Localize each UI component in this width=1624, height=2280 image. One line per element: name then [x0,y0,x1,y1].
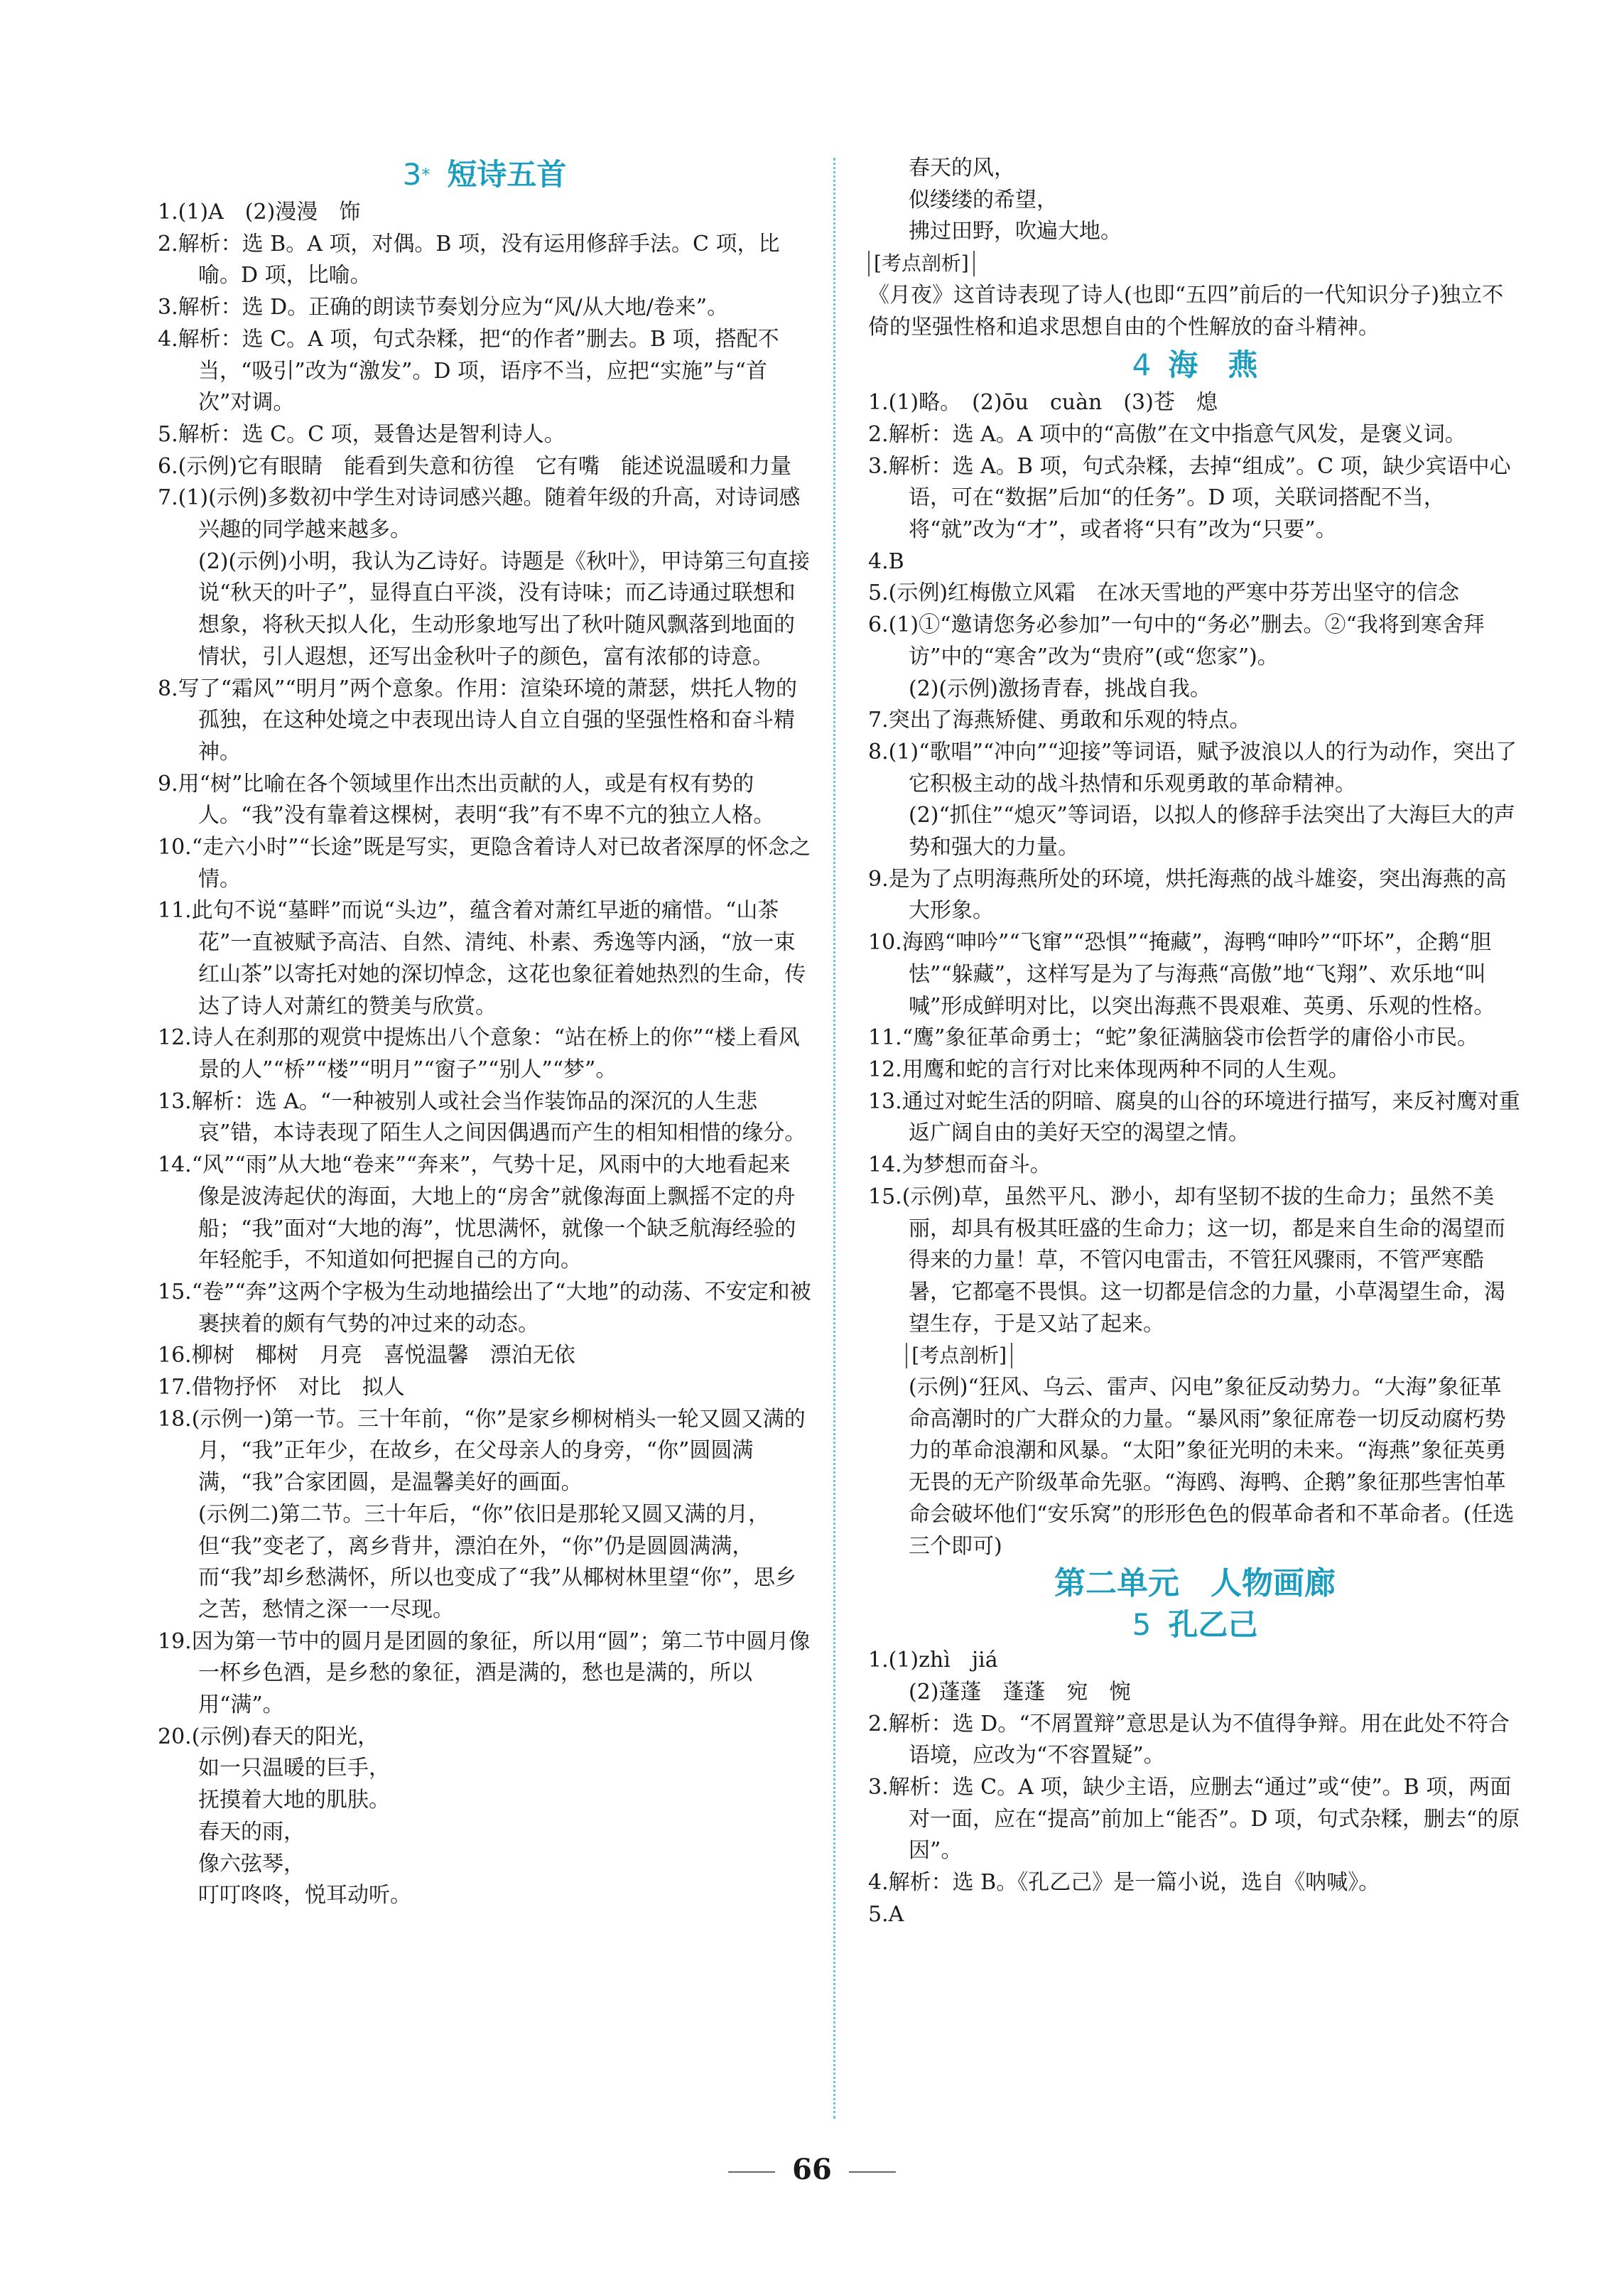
answer-continuation: 叮叮咚咚，悦耳动听。 [198,1883,411,1908]
answer-item: 7.突出了海燕矫健、勇敢和乐观的特点。 [868,708,1251,733]
answer-item: 10.“走六小时”“长途”既是写实，更隐含着诗人对已故者深厚的怀念之情。 [158,835,811,892]
answer-item: 5.A [868,1901,904,1927]
answer-item: 2.解析：选 A。A 项中的“高傲”在文中指意气风发，是褒义词。 [868,421,1466,447]
answer-item: 12.诗人在刹那的观赏中提炼出八个意象：“站在桥上的你”“楼上看风景的人”“桥”“楼”“明月”“窗子”“别人”“梦”。 [158,1025,800,1082]
footer-rule [849,2171,896,2173]
answer-item: 11.“鹰”象征革命勇士；“蛇”象征满脑袋市侩哲学的庸俗小市民。 [868,1025,1479,1051]
answer-item: 17.借物抒怀 对比 拟人 [158,1375,405,1400]
lesson-title: 短诗五首 [447,157,567,192]
answer-continuation: (2)“抓住”“熄灭”等词语，以拟人的修辞手法突出了大海巨大的声势和强大的力量。 [909,803,1515,860]
lesson-number: 3* [402,157,431,192]
answer-item: 20.(示例)春天的阳光， [158,1724,379,1749]
lesson-title: 海 燕 [1168,347,1258,383]
poem-continuation [868,153,1522,248]
answer-item: 6.(1)①“邀请您务必参加”一句中的“务必”删去。②“我将到寒舍拜访”中的“寒舍”改为“贵府”(或“您家”)。 [868,612,1485,669]
lesson-3-heading [158,153,811,197]
answer-item: 5.解析：选 C。C 项，聂鲁达是智利诗人。 [158,421,565,447]
column-divider [833,158,835,2119]
answer-list-lesson-5 [868,1645,1522,1930]
lesson-number: 5 [1132,1607,1152,1643]
answer-item: 14.“风”“雨”从大地“卷来”“奔来”，气势十足，风雨中的大地看起来像是波涛起伏的海面，大地上的“房舍”就像海面上飘摇不定的舟船；“我”面对“大地的海”，忧思满怀，就像一个缺乏航海经验的年轻舵手，不知道如何把握自己的方向。 [158,1152,796,1273]
answer-item: 7.(1)(示例)多数初中学生对诗词感兴趣。随着年级的升高，对诗词感兴趣的同学越来越多。 [158,485,801,543]
analysis-tag: [考点剖析] [906,1343,1012,1368]
answer-item: 11.此句不说“墓畔”而说“头边”，蕴含着对萧红早逝的痛惜。“山茶花”一直被赋予高洁、自然、清纯、朴素、秀逸等内涵，“放一束红山茶”以寄托对她的深切悼念，这花也象征着她热烈的生命，传达了诗人对萧红的赞美与欣赏。 [158,898,806,1019]
answer-continuation: 抚摸着大地的肌肤。 [198,1788,390,1813]
answer-item: 4.B [868,549,904,574]
answer-continuation: 如一只温暖的巨手， [198,1756,390,1781]
lesson-5-heading [868,1605,1522,1645]
answer-item: 1.(1)略。 (2)ōu cuàn (3)苍 熄 [868,390,1218,416]
analysis-text: (示例)“狂风、乌云、雷声、闪电”象征反动势力。“大海”象征革命高潮时的广大群众的力量。“暴风雨”象征席卷一切反动腐朽势力的革命浪潮和风暴。“太阳”象征光明的未来。“海燕”象征英勇无畏的无产阶级革命先驱。“海鸥、海鸭、企鹅”象征那些害怕革命会破坏他们“安乐窝”的形形色色的假革命者和不革命者。(任选三个即可) [909,1375,1515,1559]
answer-item: 9.用“树”比喻在各个领域里作出杰出贡献的人，或是有权有势的人。“我”没有靠着这棵树，表明“我”有不卑不亢的独立人格。 [158,771,775,828]
answer-item: 3.解析：选 A。B 项，句式杂糅，去掉“组成”。C 项，缺少宾语中心语，可在“数据”后加“的任务”。D 项，关联词搭配不当，将“就”改为“才”，或者将“只有”改为“只要”。 [868,453,1511,543]
answer-list-lesson-4 [868,387,1522,1340]
footer-rule [728,2171,775,2173]
answer-item: 10.海鸥“呻吟”“飞窜”“恐惧”“掩藏”，海鸭“呻吟”“吓坏”，企鹅“胆怯”“躲藏”，这样写是为了与海燕“高傲”地“飞翔”、欢乐地“叫喊”形成鲜明对比，以突出海燕不畏艰难、英勇、乐观的性格。 [868,930,1495,1019]
answer-item: 2.解析：选 D。“不屑置辩”意思是认为不值得争辩。用在此处不符合语境，应改为“不容置疑”。 [868,1711,1510,1768]
answer-item: 19.因为第一节中的圆月是团圆的象征，所以用“圆”；第二节中圆月像一杯乡色酒，是乡愁的象征，酒是满的，愁也是满的，所以用“满”。 [158,1628,811,1718]
answer-item: 12.用鹰和蛇的言行对比来体现两种不同的人生观。 [868,1057,1350,1082]
lesson-title: 孔乙己 [1168,1607,1258,1643]
analysis-text: 《月夜》这首诗表现了诗人(也即“五四”前后的一代知识分子)独立不倚的坚强性格和追求思想自由的个性解放的奋斗精神。 [868,282,1504,340]
answer-continuation: (2)(示例)小明，我认为乙诗好。诗题是《秋叶》，甲诗第三句直接说“秋天的叶子”，显得直白平淡，没有诗味；而乙诗通过联想和想象，将秋天拟人化，生动形象地写出了秋叶随风飘落到地面的情状，引人遐想，还写出金秋叶子的颜色，富有浓郁的诗意。 [198,549,810,669]
answer-item: 18.(示例一)第一节。三十年前，“你”是家乡柳树梢头一轮又圆又满的月，“我”正年少，在故乡，在父母亲人的身旁，“你”圆圆满满，“我”合家团圆，是温馨美好的画面。 [158,1406,806,1496]
answer-item: 3.解析：选 D。正确的朗读节奏划分应为“风/从大地/卷来”。 [158,295,729,320]
answer-item: 5.(示例)红梅傲立风霜 在冰天雪地的严寒中芬芳出坚守的信念 [868,580,1460,606]
left-column [158,153,811,1912]
lesson-number: 4 [1132,347,1152,383]
answer-item: 8.写了“霜风”“明月”两个意象。作用：渲染环境的萧瑟，烘托人物的孤独，在这种处境之中表现出诗人自立自强的坚强性格和奋斗精神。 [158,676,797,764]
answer-item: 1.(1)A (2)漫漫 饰 [158,200,361,225]
answer-continuation: 春天的风， [909,156,1015,180]
answer-item: 6.(示例)它有眼睛 能看到失意和彷徨 它有嘴 能述说温暖和力量 [158,453,792,479]
unit-heading: 第二单元 人物画廊 [1054,1565,1336,1602]
answer-item: 13.通过对蛇生活的阴暗、腐臭的山谷的环境进行描写，来反衬鹰对重返广阔自由的美好天空的渴望之情。 [868,1088,1520,1146]
answer-item: 4.解析：选 C。A 项，句式杂糅，把“的作者”删去。B 项，搭配不当，“吸引”改为“激发”。D 项，语序不当，应把“实施”与“首次”对调。 [158,326,779,416]
answer-item: 15.(示例)草，虽然平凡、渺小，却有坚韧不拔的生命力；虽然不美丽，却具有极其旺盛的生命力；这一切，都是来自生命的渴望而得来的力量！草，不管闪电雷击，不管狂风骤雨，不管严寒酷暑，它都毫不畏惧。这一切都是信念的力量，小草渴望生命，渴望生存，于是又站了起来。 [868,1184,1505,1336]
answer-continuation: 像六弦琴， [198,1851,305,1876]
lesson-4-heading [868,343,1522,387]
answer-item: 4.解析：选 B。《孔乙己》是一篇小说，选自《呐喊》。 [868,1870,1380,1896]
answer-item: 14.为梦想而奋斗。 [868,1152,1051,1178]
analysis-tag: [考点剖析] [868,251,975,276]
right-column [868,153,1522,1931]
answer-item: 3.解析：选 C。A 项，缺少主语，应删去“通过”或“使”。B 项，两面对一面，应在“提高”前加上“能否”。D 项，句式杂糅，删去“的原因”。 [868,1775,1520,1864]
answer-continuation: 拂过田野，吹遍大地。 [909,219,1122,244]
page-number: 66 [792,2153,832,2186]
answer-item: 13.解析：选 A。“一种被别人或社会当作装饰品的深沉的人生悲哀”错，本诗表现了陌生人之间因偶遇而产生的相知相惜的缘分。 [158,1088,806,1146]
page-footer [0,2153,1624,2186]
answer-item: 8.(1)“歌唱”“冲向”“迎接”等词语，赋予波浪以人的行为动作，突出了它积极主动的战斗热情和乐观勇敢的革命精神。 [868,739,1517,796]
answer-continuation: (2)蓬蓬 蓬蓬 宛 惋 [909,1679,1131,1704]
answer-list-lesson-3 [158,197,811,1912]
answer-continuation: 春天的雨， [198,1819,305,1844]
answer-item: 15.“卷”“奔”这两个字极为生动地描绘出了“大地”的动荡、不安定和被裹挟着的颇有气势的冲过来的动态。 [158,1279,811,1336]
answer-item: 16.柳树 椰树 月亮 喜悦温馨 漂泊无依 [158,1343,575,1368]
answer-continuation: 似缕缕的希望， [909,187,1058,212]
answer-item: 2.解析：选 B。A 项，对偶。B 项，没有运用修辞手法。C 项，比喻。D 项，比喻。 [158,231,780,288]
answer-item: 9.是为了点明海燕所处的环境，烘托海燕的战斗雄姿，突出海燕的高大形象。 [868,866,1507,924]
answer-item: 1.(1)zhì jiá [868,1648,998,1673]
answer-continuation: (2)(示例)激扬青春，挑战自我。 [909,676,1211,701]
answer-continuation: (示例二)第二节。三十年后，“你”依旧是那轮又圆又满的月，但“我”变老了，离乡背井，漂泊在外，“你”仍是圆圆满满，而“我”却乡愁满怀，所以也变成了“我”从椰树林里望“你”，思乡之苦，愁情之深一一尽现。 [198,1501,797,1622]
